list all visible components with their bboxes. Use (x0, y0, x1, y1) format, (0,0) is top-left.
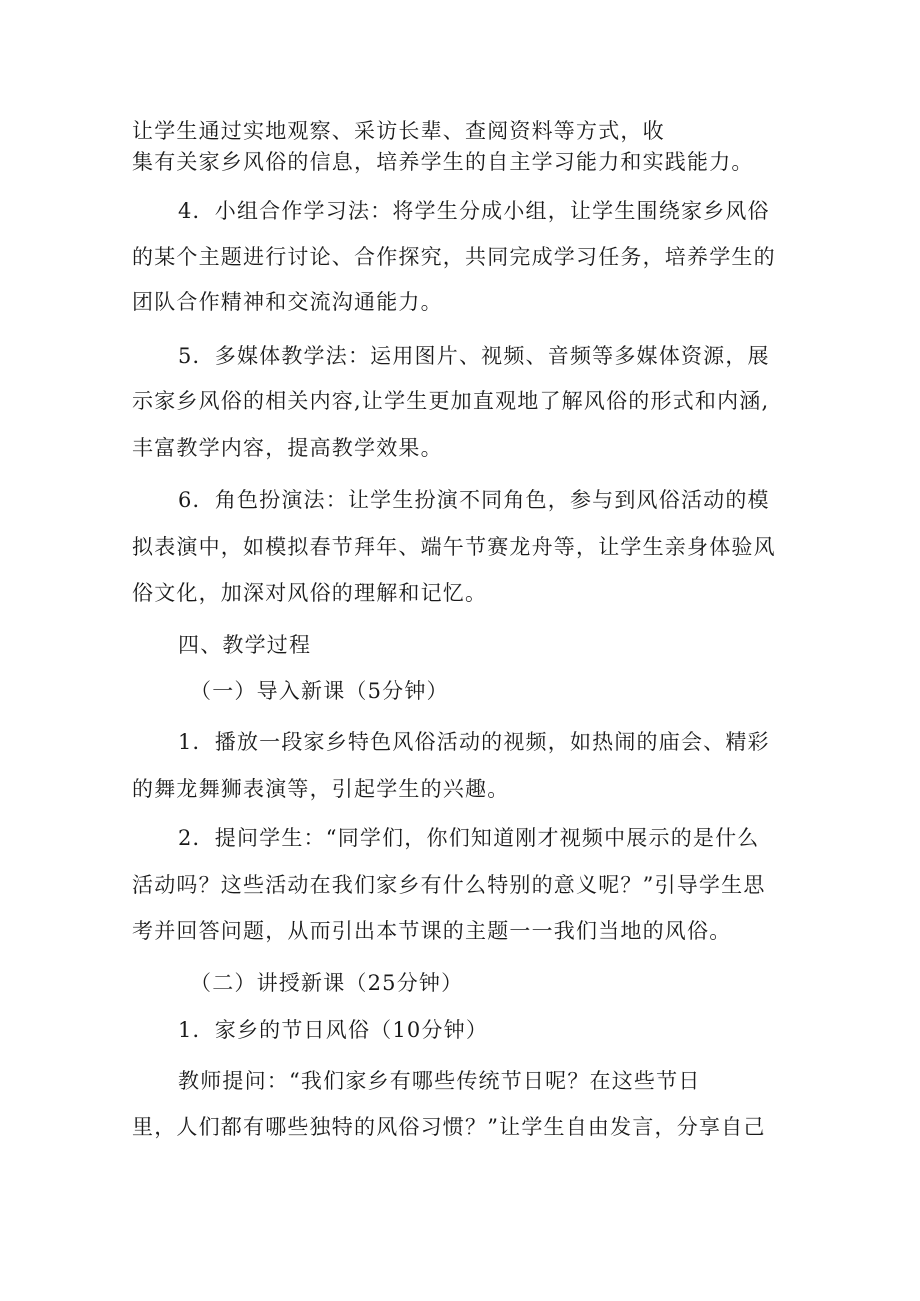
text-line: 集有关家乡风俗的信息，培养学生的自主学习能力和实践能力。 (132, 150, 754, 174)
text-line: 让学生通过实地观察、采访长辈、查阅资料等方式，收 (132, 119, 665, 143)
section-heading: 四、教学过程 (178, 633, 312, 657)
list-item-1: 1．播放一段家乡特色风俗活动的视频，如热闹的庙会、精彩 (178, 730, 770, 754)
text-line: 教师提问：“我们家乡有哪些传统节日呢？在这些节日 (178, 1069, 701, 1093)
method-item-4: 4．小组合作学习法：将学生分成小组，让学生围绕家乡风俗 (178, 199, 770, 223)
text-line: 俗文化，加深对风俗的理解和记忆。 (132, 581, 488, 605)
text-line: 丰富教学内容，提高教学效果。 (132, 436, 443, 460)
text-line: 的舞龙舞狮表演等，引起学生的兴趣。 (132, 777, 510, 801)
text-line: 拟表演中，如模拟春节拜年、端午节赛龙舟等，让学生亲身体验风 (132, 535, 776, 559)
list-item-2: 2．提问学生：“同学们，你们知道刚才视频中展示的是什么 (178, 826, 760, 850)
text-line: 团队合作精神和交流沟通能力。 (132, 290, 443, 314)
text-line: 考并回答问题，从而引出本节课的主题一一我们当地的风俗。 (132, 919, 732, 943)
text-line: 里，人们都有哪些独特的风俗习惯？”让学生自由发言，分享自己 (132, 1115, 766, 1139)
text-line: 的某个主题进行讨论、合作探究，共同完成学习任务，培养学生的 (132, 245, 776, 269)
method-item-6: 6．角色扮演法：让学生扮演不同角色，参与到风俗活动的模 (178, 488, 770, 512)
method-item-5: 5．多媒体教学法：运用图片、视频、音频等多媒体资源，展 (178, 344, 770, 368)
text-line: 示家乡风俗的相关内容,让学生更加直观地了解风俗的形式和内涵, (132, 389, 770, 413)
subsection-heading: （一）导入新课（5分钟） (190, 679, 449, 703)
subsection-heading: （二）讲授新课（25分钟） (190, 971, 464, 995)
topic-heading: 1．家乡的节日风俗（10分钟） (178, 1018, 489, 1042)
text-line: 活动吗？这些活动在我们家乡有什么特别的意义呢？”引导学生思 (132, 873, 766, 897)
